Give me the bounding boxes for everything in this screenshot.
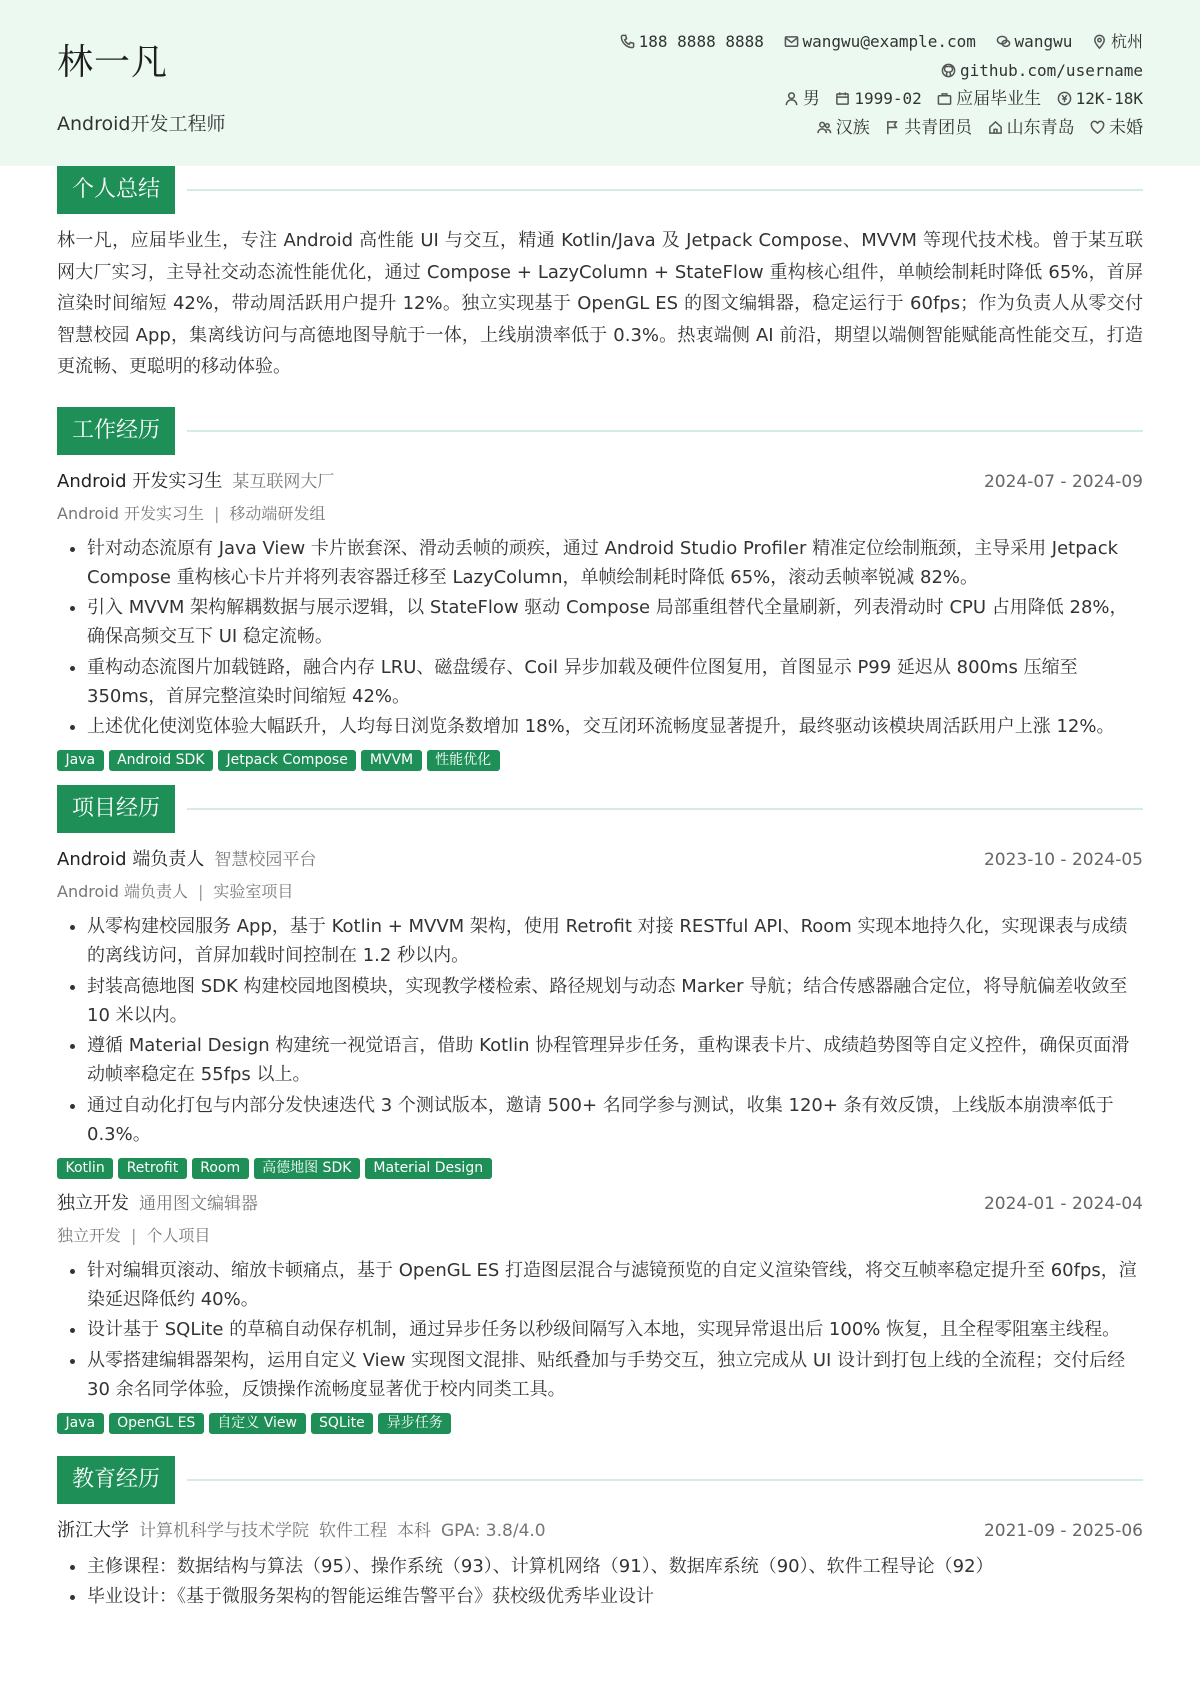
calendar-icon <box>835 91 850 106</box>
section-header <box>57 166 1143 214</box>
skill-tag: OpenGL ES <box>109 1413 204 1434</box>
skill-tag: Retrofit <box>118 1158 187 1179</box>
money-circle-icon <box>1057 91 1072 106</box>
entry-bullets <box>57 912 1143 1149</box>
project-entry <box>57 845 1143 1179</box>
section-title: 教育经历 <box>57 1456 175 1504</box>
skill-tag: Android SDK <box>109 750 213 771</box>
separator: | <box>213 503 220 523</box>
entry-date: 2023-10 - 2024-05 <box>983 850 1143 870</box>
entry-org: 通用图文编辑器 <box>139 1193 258 1214</box>
summary-text: 林一凡，应届毕业生，专注 Android 高性能 UI 与交互，精通 Kotlin/Java 及 Jetpack Compose、MVVM 等现代技术栈。曾于某互联网大厂实习，主导社交动态流性能优化，通过 Compose + LazyColumn + StateFlow 重构核心组件，单帧绘制耗时降低 65%，首屏渲染时间缩短 42%，带动周活跃用户提升 12%。独立实现基于 OpenGL ES 的图文编辑器，稳定运行于 60fps；作为负责人从零交付智慧校园 App，集离线访问与高德地图导航于一体，上线崩溃率低于 0.3%。热衷端侧 AI 前沿，期望以端侧智能赋能高性能交互，打造更流畅、更聪明的移动体验。 <box>57 230 1143 377</box>
contact-ethnicity: 汉族 <box>817 114 870 143</box>
section-divider <box>187 808 1143 810</box>
briefcase-icon <box>937 91 952 106</box>
list-item: • 上述优化使浏览体验大幅跃升，人均每日浏览条数增加 18%，交互闭环流畅度显著提升，最终驱动该模块周活跃用户上涨 12%。 <box>87 712 1143 741</box>
contact-phone: 188 8888 8888 <box>620 28 764 57</box>
skill-tag: SQLite <box>311 1413 374 1434</box>
wechat-icon <box>996 34 1011 49</box>
contact-birth: 1999-02 <box>835 85 921 114</box>
separator: | <box>197 882 204 901</box>
entry-subtitle: Android 端负责人 | 实验室项目 <box>57 882 294 901</box>
entry-role: Android 端负责人 <box>57 849 205 870</box>
skill-tag: Material Design <box>365 1158 492 1179</box>
contact-email[interactable]: wangwu@example.com <box>784 28 976 57</box>
section-title: 项目经历 <box>57 785 175 833</box>
work-entry <box>57 467 1143 772</box>
contact-wechat: wangwu <box>996 28 1073 57</box>
contact-political: 共青团员 <box>885 114 972 143</box>
section-divider <box>187 189 1143 191</box>
location-pin-icon <box>1092 34 1107 49</box>
skill-tags <box>57 1412 1143 1434</box>
separator: | <box>131 1225 137 1245</box>
resume-header <box>0 0 1200 166</box>
job-title: Android开发工程师 <box>57 113 226 135</box>
section-header <box>57 1456 1143 1504</box>
college-name: 计算机科学与技术学院 <box>139 1520 309 1541</box>
skill-tag: MVVM <box>361 750 421 771</box>
contact-github[interactable]: github.com/username <box>941 57 1143 86</box>
entry-bullets <box>57 1256 1143 1404</box>
user-icon <box>784 91 799 106</box>
gpa: GPA: 3.8/4.0 <box>441 1520 546 1541</box>
entry-subtitle: 独立开发 | 个人项目 <box>57 1225 211 1245</box>
work-section <box>57 407 1143 772</box>
flag-icon <box>885 120 900 135</box>
list-item: • 针对编辑页滚动、缩放卡顿痛点，基于 OpenGL ES 打造图层混合与滤镜预览的自定义渲染管线，将交互帧率稳定提升至 60fps，渲染延迟降低约 40%。 <box>87 1256 1143 1314</box>
entry-subtitle: Android 开发实习生 | 移动端研发组 <box>57 503 326 523</box>
home-icon <box>988 120 1003 135</box>
skill-tag: 高德地图 SDK <box>254 1158 360 1179</box>
section-divider <box>187 1479 1143 1481</box>
section-header <box>57 785 1143 833</box>
entry-date: 2021-09 - 2025-06 <box>983 1520 1143 1541</box>
candidate-name: 林一凡 <box>57 42 169 83</box>
skill-tag: Room <box>192 1158 249 1179</box>
project-section <box>57 785 1143 1434</box>
heart-icon <box>1090 120 1105 135</box>
resume-body <box>0 166 1200 1611</box>
section-title: 工作经历 <box>57 407 175 455</box>
list-item: • 从零构建校园服务 App，基于 Kotlin + MVVM 架构，使用 Retrofit 对接 RESTful API、Room 实现本地持久化，实现课表与成绩的离线访问，首屏加载时间控制在 1.2 秒以内。 <box>87 912 1143 970</box>
major-name: 软件工程 <box>319 1520 387 1541</box>
phone-icon <box>620 34 635 49</box>
skill-tags <box>57 749 1143 771</box>
entry-org: 某互联网大厂 <box>232 471 335 492</box>
list-item: • 遵循 Material Design 构建统一视觉语言，借助 Kotlin 协程管理异步任务，重构课表卡片、成绩趋势图等自定义控件，确保页面滑动帧率稳定在 55fps 以上。 <box>87 1031 1143 1089</box>
contact-status: 应届毕业生 <box>937 85 1041 114</box>
skill-tag: 性能优化 <box>427 750 500 771</box>
school-name: 浙江大学 <box>57 1519 129 1541</box>
skill-tag: 自定义 View <box>209 1413 306 1434</box>
github-icon <box>941 63 956 78</box>
list-item: • 重构动态流图片加载链路，融合内存 LRU、磁盘缓存、Coil 异步加载及硬件位图复用，首图显示 P99 延迟从 800ms 压缩至 350ms，首屏完整渲染时间缩短 42%。 <box>87 653 1143 711</box>
section-title: 个人总结 <box>57 166 175 214</box>
skill-tag: Kotlin <box>57 1158 113 1179</box>
list-item: • 设计基于 SQLite 的草稿自动保存机制，通过异步任务以秒级间隔写入本地，实现异常退出后 100% 恢复，且全程零阻塞主线程。 <box>87 1315 1143 1344</box>
section-header <box>57 407 1143 455</box>
list-item: • 主修课程：数据结构与算法（95）、操作系统（93）、计算机网络（91）、数据库系统（90）、软件工程导论（92） <box>87 1552 1143 1581</box>
mail-icon <box>784 34 799 49</box>
entry-role: Android 开发实习生 <box>57 470 223 492</box>
list-item: • 引入 MVVM 架构解耦数据与展示逻辑，以 StateFlow 驱动 Compose 局部重组替代全量刷新，列表滑动时 CPU 占用降低 28%，确保高频交互下 UI 稳定流畅。 <box>87 593 1143 651</box>
degree: 本科 <box>397 1520 431 1541</box>
entry-bullets <box>57 1552 1143 1612</box>
entry-date: 2024-07 - 2024-09 <box>983 471 1143 492</box>
section-divider <box>187 430 1143 432</box>
entry-org: 智慧校园平台 <box>214 850 317 870</box>
contact-location: 杭州 <box>1092 28 1143 57</box>
list-item: • 针对动态流原有 Java View 卡片嵌套深、滑动丢帧的顽疾，通过 Android Studio Profiler 精准定位绘制瓶颈，主导采用 Jetpack Compose 重构核心卡片并将列表容器迁移至 LazyColumn，单帧绘制耗时降低 65%，滚动丢帧率锐减 82%。 <box>87 534 1143 592</box>
skill-tag: 异步任务 <box>378 1413 451 1434</box>
entry-role: 独立开发 <box>57 1192 129 1214</box>
project-entry <box>57 1189 1143 1434</box>
skill-tag: Java <box>57 1413 104 1434</box>
summary-section <box>57 166 1143 383</box>
education-entry <box>57 1516 1143 1612</box>
contact-marital: 未婚 <box>1090 114 1143 143</box>
contact-salary: 12K-18K <box>1057 85 1143 114</box>
entry-date: 2024-01 - 2024-04 <box>983 1193 1143 1214</box>
education-section <box>57 1456 1143 1612</box>
contact-hometown: 山东青岛 <box>988 114 1075 143</box>
entry-bullets <box>57 534 1143 742</box>
skill-tags <box>57 1157 1143 1179</box>
users-icon <box>817 120 832 135</box>
contact-info <box>610 28 1143 142</box>
contact-gender: 男 <box>784 85 820 114</box>
list-item: • 封装高德地图 SDK 构建校园地图模块，实现教学楼检索、路径规划与动态 Marker 导航；结合传感器融合定位，将导航偏差收敛至 10 米以内。 <box>87 972 1143 1030</box>
list-item: • 通过自动化打包与内部分发快速迭代 3 个测试版本，邀请 500+ 名同学参与测试，收集 120+ 条有效反馈，上线版本崩溃率低于 0.3%。 <box>87 1091 1143 1149</box>
skill-tag: Jetpack Compose <box>218 750 356 771</box>
list-item: • 从零搭建编辑器架构，运用自定义 View 实现图文混排、贴纸叠加与手势交互，独立完成从 UI 设计到打包上线的全流程；交付后经 30 余名同学体验，反馈操作流畅度显著优于校内同类工具。 <box>87 1346 1143 1404</box>
list-item: • 毕业设计：《基于微服务架构的智能运维告警平台》获校级优秀毕业设计 <box>87 1582 1143 1611</box>
skill-tag: Java <box>57 750 104 771</box>
